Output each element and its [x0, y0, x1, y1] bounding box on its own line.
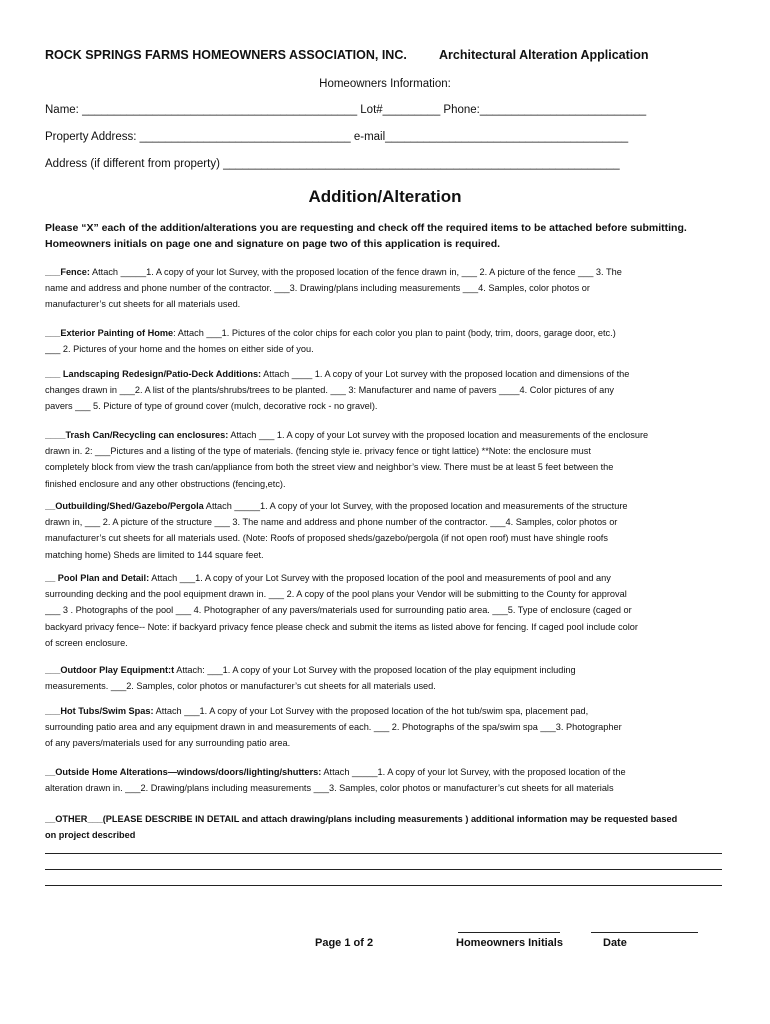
other-description-line[interactable]: [45, 869, 722, 870]
outbuilding-section: [45, 498, 725, 563]
section-text: of screen enclosure.: [45, 637, 128, 648]
form-title: Architectural Alteration Application: [439, 48, 649, 62]
hot-tub-section: [45, 703, 725, 752]
outbuilding-label[interactable]: __Outbuilding/Shed/Gazebo/Pergola: [45, 501, 204, 511]
section-text: name and address and phone number of the contractor. ___3. Drawing/plans including measurements ___4. Samples, color photos or: [45, 283, 590, 294]
section-text: Attach ___1. A copy of your Lot Survey with the proposed location of the pool and measurements of pool and any: [149, 573, 611, 583]
section-text: Attach _____1. A copy of your lot Survey, with the proposed location of the: [321, 767, 626, 777]
section-text: Attach ___ 1. A copy of your Lot survey with the proposed location and measurements of the enclosure: [228, 430, 649, 440]
other-description-line[interactable]: [45, 853, 722, 854]
section-text: of any pavers/materials used for any surrounding patio area.: [45, 738, 291, 749]
section-text: alteration drawn in. ___2. Drawing/plans including measurements ___3. Samples, color photos or manufacturer’s cut sheets for all materials: [45, 783, 614, 794]
section-text: Attach _____1. A copy of your lot Survey, with the proposed location of the fence drawn in, ___ 2. A picture of the fence ___ 3. The: [89, 267, 622, 277]
section-text: manufacturer’s cut sheets for all materials used.: [45, 299, 241, 310]
other-section: [45, 811, 725, 843]
play-equipment-section: [45, 662, 725, 694]
other-description-line[interactable]: [45, 885, 722, 886]
section-text: ___ 3 . Photographs of the pool ___ 4. Photographer of any pavers/materials used for surrounding patio area. ___5. Type of enclosure (caged or: [45, 605, 632, 616]
page-number: Page 1 of 2: [315, 937, 374, 949]
section-text: changes drawn in ___2. A list of the plants/shrubs/trees to be planted. ___ 3: Manufacturer and name of pavers ____4. Color pictures of any: [45, 385, 614, 396]
section-text: Attach ____ 1. A copy of your Lot survey with the proposed location and dimensions of the: [261, 369, 630, 379]
property-email-line[interactable]: Property Address: _________________________________ e-mail______________________________________: [45, 131, 629, 143]
section-text: surrounding decking and the pool equipment drawn in. ___ 2. A copy of the pool plans your Vendor will be submitting to the County for approval: [45, 589, 627, 600]
section-text: Attach: ___1. A copy of your Lot Survey with the proposed location of the play equipment including: [174, 665, 576, 675]
section-text: drawn in. 2: ___Pictures and a listing of the type of materials. (fencing style ie. privacy fence or tight lattice) **Note: the enclosure must: [45, 446, 591, 457]
trash-enclosure-section: [45, 427, 725, 492]
pool-section: [45, 570, 725, 651]
section-text: surrounding patio area and any equipment drawn in and measurements of each. ___ 2. Photographs of the spa/swim spa ___3. Photographer: [45, 722, 622, 733]
section-title: Addition/Alteration: [308, 187, 462, 206]
section-text: backyard privacy fence-- Note: if backyard privacy fence please check and submit the items as listed above for fencing. If caged pool include color: [45, 621, 638, 632]
exterior-painting-label[interactable]: ___Exterior Painting of Home: [45, 328, 174, 338]
section-text: matching home) Sheds are limited to 144 square feet.: [45, 549, 264, 560]
intro-instructions: [45, 220, 730, 252]
hot-tub-label[interactable]: ___Hot Tubs/Swim Spas:: [45, 706, 154, 716]
org-name: ROCK SPRINGS FARMS HOMEOWNERS ASSOCIATION, INC.: [45, 48, 407, 62]
intro-line: Please “X” each of the addition/alterations you are requesting and check off the required items to be attached before submitting.: [45, 222, 687, 234]
section-text: measurements. ___2. Samples, color photos or manufacturer’s cut sheets for all materials used.: [45, 681, 436, 692]
trash-enclosure-label[interactable]: ____Trash Can/Recycling can enclosures:: [45, 430, 229, 440]
section-text: Attach ___1. A copy of your Lot Survey with the proposed location of the hot tub/swim spa, placement pad,: [153, 706, 589, 716]
pool-label[interactable]: __ Pool Plan and Detail:: [45, 573, 150, 583]
outside-alterations-label[interactable]: __Outside Home Alterations—windows/doors/lighting/shutters:: [45, 767, 322, 777]
name-lot-phone-line[interactable]: Name: ___________________________________________ Lot#_________ Phone:__________________________: [45, 104, 647, 116]
section-text: Attach _____1. A copy of your lot Survey, with the proposed location and measurements of the structure: [203, 501, 628, 511]
section-text: pavers ___ 5. Picture of type of ground cover (mulch, decorative rock - no gravel).: [45, 401, 378, 412]
exterior-painting-section: [45, 325, 725, 357]
initials-signature-line[interactable]: [458, 932, 560, 933]
section-text: completely block from view the trash can/appliance from both the street view and neighbor’s view. There must be at least 5 feet between the: [45, 462, 614, 473]
landscaping-section: [45, 366, 725, 415]
alt-address-line[interactable]: Address (if different from property) ______________________________________________________________: [45, 158, 620, 170]
section-text: manufacturer’s cut sheets for all materials used. (Note: Roofs of proposed sheds/gazebo/pergola (if not open roof) must have shingle roofs: [45, 533, 608, 544]
date-label: Date: [603, 937, 627, 949]
section-text: ___ 2. Pictures of your home and the homes on either side of you.: [45, 344, 314, 355]
date-signature-line[interactable]: [591, 932, 698, 933]
play-equipment-label[interactable]: ___Outdoor Play Equipment:t: [45, 665, 175, 675]
landscaping-label[interactable]: ___ Landscaping Redesign/Patio-Deck Additions:: [45, 369, 262, 379]
fence-label[interactable]: ___Fence:: [45, 267, 90, 277]
section-text: finished enclosure and any other obstructions (fencing,etc).: [45, 478, 286, 489]
initials-label: Homeowners Initials: [456, 937, 563, 949]
outside-alterations-section: [45, 764, 725, 796]
section-text: : Attach ___1. Pictures of the color chips for each color you plan to paint (body, trim, doors, garage door, etc.): [173, 328, 616, 338]
homeowners-info-heading: Homeowners Information:: [319, 78, 451, 90]
intro-line: Homeowners initials on page one and signature on page two of this application is required.: [45, 238, 501, 250]
section-text: on project described: [45, 830, 136, 841]
fence-section: [45, 264, 725, 313]
other-label[interactable]: __OTHER___(PLEASE DESCRIBE IN DETAIL and attach drawing/plans including measurements ) additional information may be requested based: [45, 814, 678, 824]
section-text: drawn in, ___ 2. A picture of the structure ___ 3. The name and address and phone number of the contractor. ___4. Samples, color photos or: [45, 517, 618, 528]
